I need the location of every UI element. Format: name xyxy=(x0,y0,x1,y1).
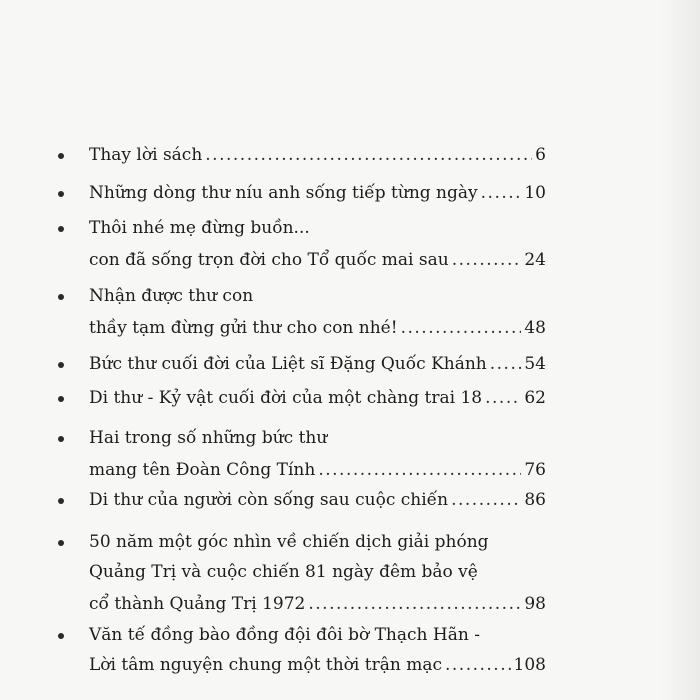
bullet-icon xyxy=(58,540,64,546)
dot-leader xyxy=(445,650,511,680)
bullet-icon xyxy=(58,498,64,504)
toc-entry xyxy=(58,349,546,379)
dot-leader xyxy=(485,383,521,413)
toc-entry xyxy=(58,213,546,277)
dot-leader xyxy=(205,140,532,170)
toc-line xyxy=(89,140,546,170)
bullet-icon xyxy=(58,226,64,232)
toc-line xyxy=(89,485,546,515)
toc-entry-title-continued: thầy tạm đừng gửi thư cho con nhé! xyxy=(89,318,398,338)
toc-page-number: 86 xyxy=(524,490,546,510)
toc-entry xyxy=(58,178,546,208)
bullet-icon xyxy=(58,294,64,300)
toc-line xyxy=(89,349,546,379)
toc-page-number: 54 xyxy=(524,354,546,374)
toc-entry-title-continued: Quảng Trị và cuộc chiến 81 ngày đêm bảo vệ xyxy=(89,562,478,582)
toc-page-number: 6 xyxy=(535,145,546,165)
toc-page-number: 24 xyxy=(524,250,546,270)
bullet-icon xyxy=(58,396,64,402)
toc-line xyxy=(89,455,546,485)
toc-entry xyxy=(58,527,546,623)
toc-entry-title: Hai trong số những bức thư xyxy=(89,428,328,448)
toc-entry xyxy=(58,485,546,515)
toc-page-number: 62 xyxy=(524,388,546,408)
dot-leader xyxy=(401,313,522,343)
bullet-icon xyxy=(58,362,64,368)
toc-entry-title: Thôi nhé mẹ đừng buồn... xyxy=(89,218,310,238)
toc-entry xyxy=(58,281,546,345)
toc-entry-title-continued: Lời tâm nguyện chung một thời trận mạc xyxy=(89,655,442,675)
dot-leader xyxy=(490,349,522,379)
toc-line xyxy=(89,620,546,650)
dot-leader xyxy=(452,245,522,275)
toc-entry-title: Nhận được thư con xyxy=(89,286,254,306)
toc-line xyxy=(89,245,546,275)
dot-leader xyxy=(481,178,522,208)
toc-entry-title: Những dòng thư níu anh sống tiếp từng ngày xyxy=(89,183,478,203)
toc-entry-title: Di thư - Kỷ vật cuối đời của một chàng trai 18 xyxy=(89,388,483,408)
toc-page-number: 48 xyxy=(524,318,546,338)
toc-entry-title: Thay lời sách xyxy=(89,145,203,165)
toc-line xyxy=(89,557,546,587)
dot-leader xyxy=(451,485,521,515)
toc-line xyxy=(89,589,546,619)
toc-entry-title: 50 năm một góc nhìn về chiến dịch giải phóng xyxy=(89,532,489,552)
toc-entry-title: Văn tế đồng bào đồng đội đôi bờ Thạch Hãn - xyxy=(89,625,480,645)
toc-line xyxy=(89,423,546,453)
toc-line xyxy=(89,213,546,243)
toc-entry xyxy=(58,620,546,684)
toc-line xyxy=(89,178,546,208)
toc-line xyxy=(89,281,546,311)
toc-line xyxy=(89,650,546,680)
toc-entry xyxy=(58,383,546,413)
toc-page-number: 76 xyxy=(524,460,546,480)
toc-line xyxy=(89,527,546,557)
toc-entry-title-continued: con đã sống trọn đời cho Tổ quốc mai sau xyxy=(89,250,449,270)
toc-entry-title-continued: cổ thành Quảng Trị 1972 xyxy=(89,594,306,614)
toc-page-number: 108 xyxy=(513,655,546,675)
dot-leader xyxy=(308,589,521,619)
toc-line xyxy=(89,383,546,413)
bullet-icon xyxy=(58,153,64,159)
toc-line xyxy=(89,313,546,343)
dot-leader xyxy=(318,455,521,485)
toc-entry xyxy=(58,140,546,170)
bullet-icon xyxy=(58,191,64,197)
toc-entry-title: Bức thư cuối đời của Liệt sĩ Đặng Quốc Khánh xyxy=(89,354,487,374)
toc-page-number: 10 xyxy=(524,183,546,203)
toc-page-number: 98 xyxy=(524,594,546,614)
bullet-icon xyxy=(58,436,64,442)
toc-entry-title-continued: mang tên Đoàn Công Tính xyxy=(89,460,316,480)
toc-entry-title: Di thư của người còn sống sau cuộc chiến xyxy=(89,490,449,510)
bullet-icon xyxy=(58,633,64,639)
toc-entry xyxy=(58,423,546,487)
